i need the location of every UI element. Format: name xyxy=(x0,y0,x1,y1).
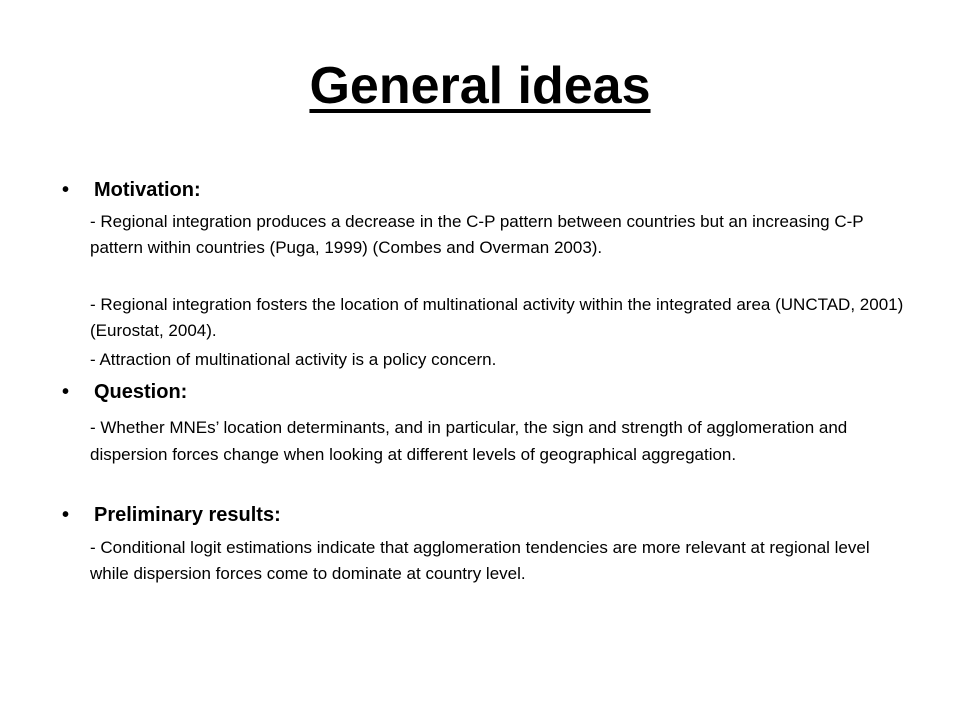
bullet-dot-icon: • xyxy=(62,381,70,403)
section-heading: Motivation: xyxy=(94,179,201,201)
motivation-paragraph-1: - Regional integration produces a decrease in the C-P pattern between countries but an increasing C-P pattern within countries (Puga, 1999) (Combes and Overman 2003). xyxy=(90,212,864,257)
section-heading: Preliminary results: xyxy=(94,504,281,526)
bullet-preliminary-results xyxy=(62,503,281,527)
section-heading: Question: xyxy=(94,381,188,403)
bullet-dot-icon: • xyxy=(62,179,70,201)
motivation-paragraph-2: - Regional integration fosters the location of multinational activity within the integrated area (UNCTAD, 2001) (Eurostat, 2004). xyxy=(90,295,904,340)
motivation-paragraph-3: - Attraction of multinational activity is a policy concern. xyxy=(90,350,497,369)
results-paragraph-1: - Conditional logit estimations indicate that agglomeration tendencies are more relevant at regional level while dispersion forces come to dominate at country level. xyxy=(90,538,870,583)
bullet-question xyxy=(62,380,187,404)
question-paragraph-1: - Whether MNEs’ location determinants, and in particular, the sign and strength of agglomeration and dispersion forces change when looking at different levels of geographical aggregation. xyxy=(90,418,848,464)
slide-title: General ideas xyxy=(309,57,651,115)
bullet-dot-icon: • xyxy=(62,504,70,526)
bullet-motivation xyxy=(62,178,201,202)
